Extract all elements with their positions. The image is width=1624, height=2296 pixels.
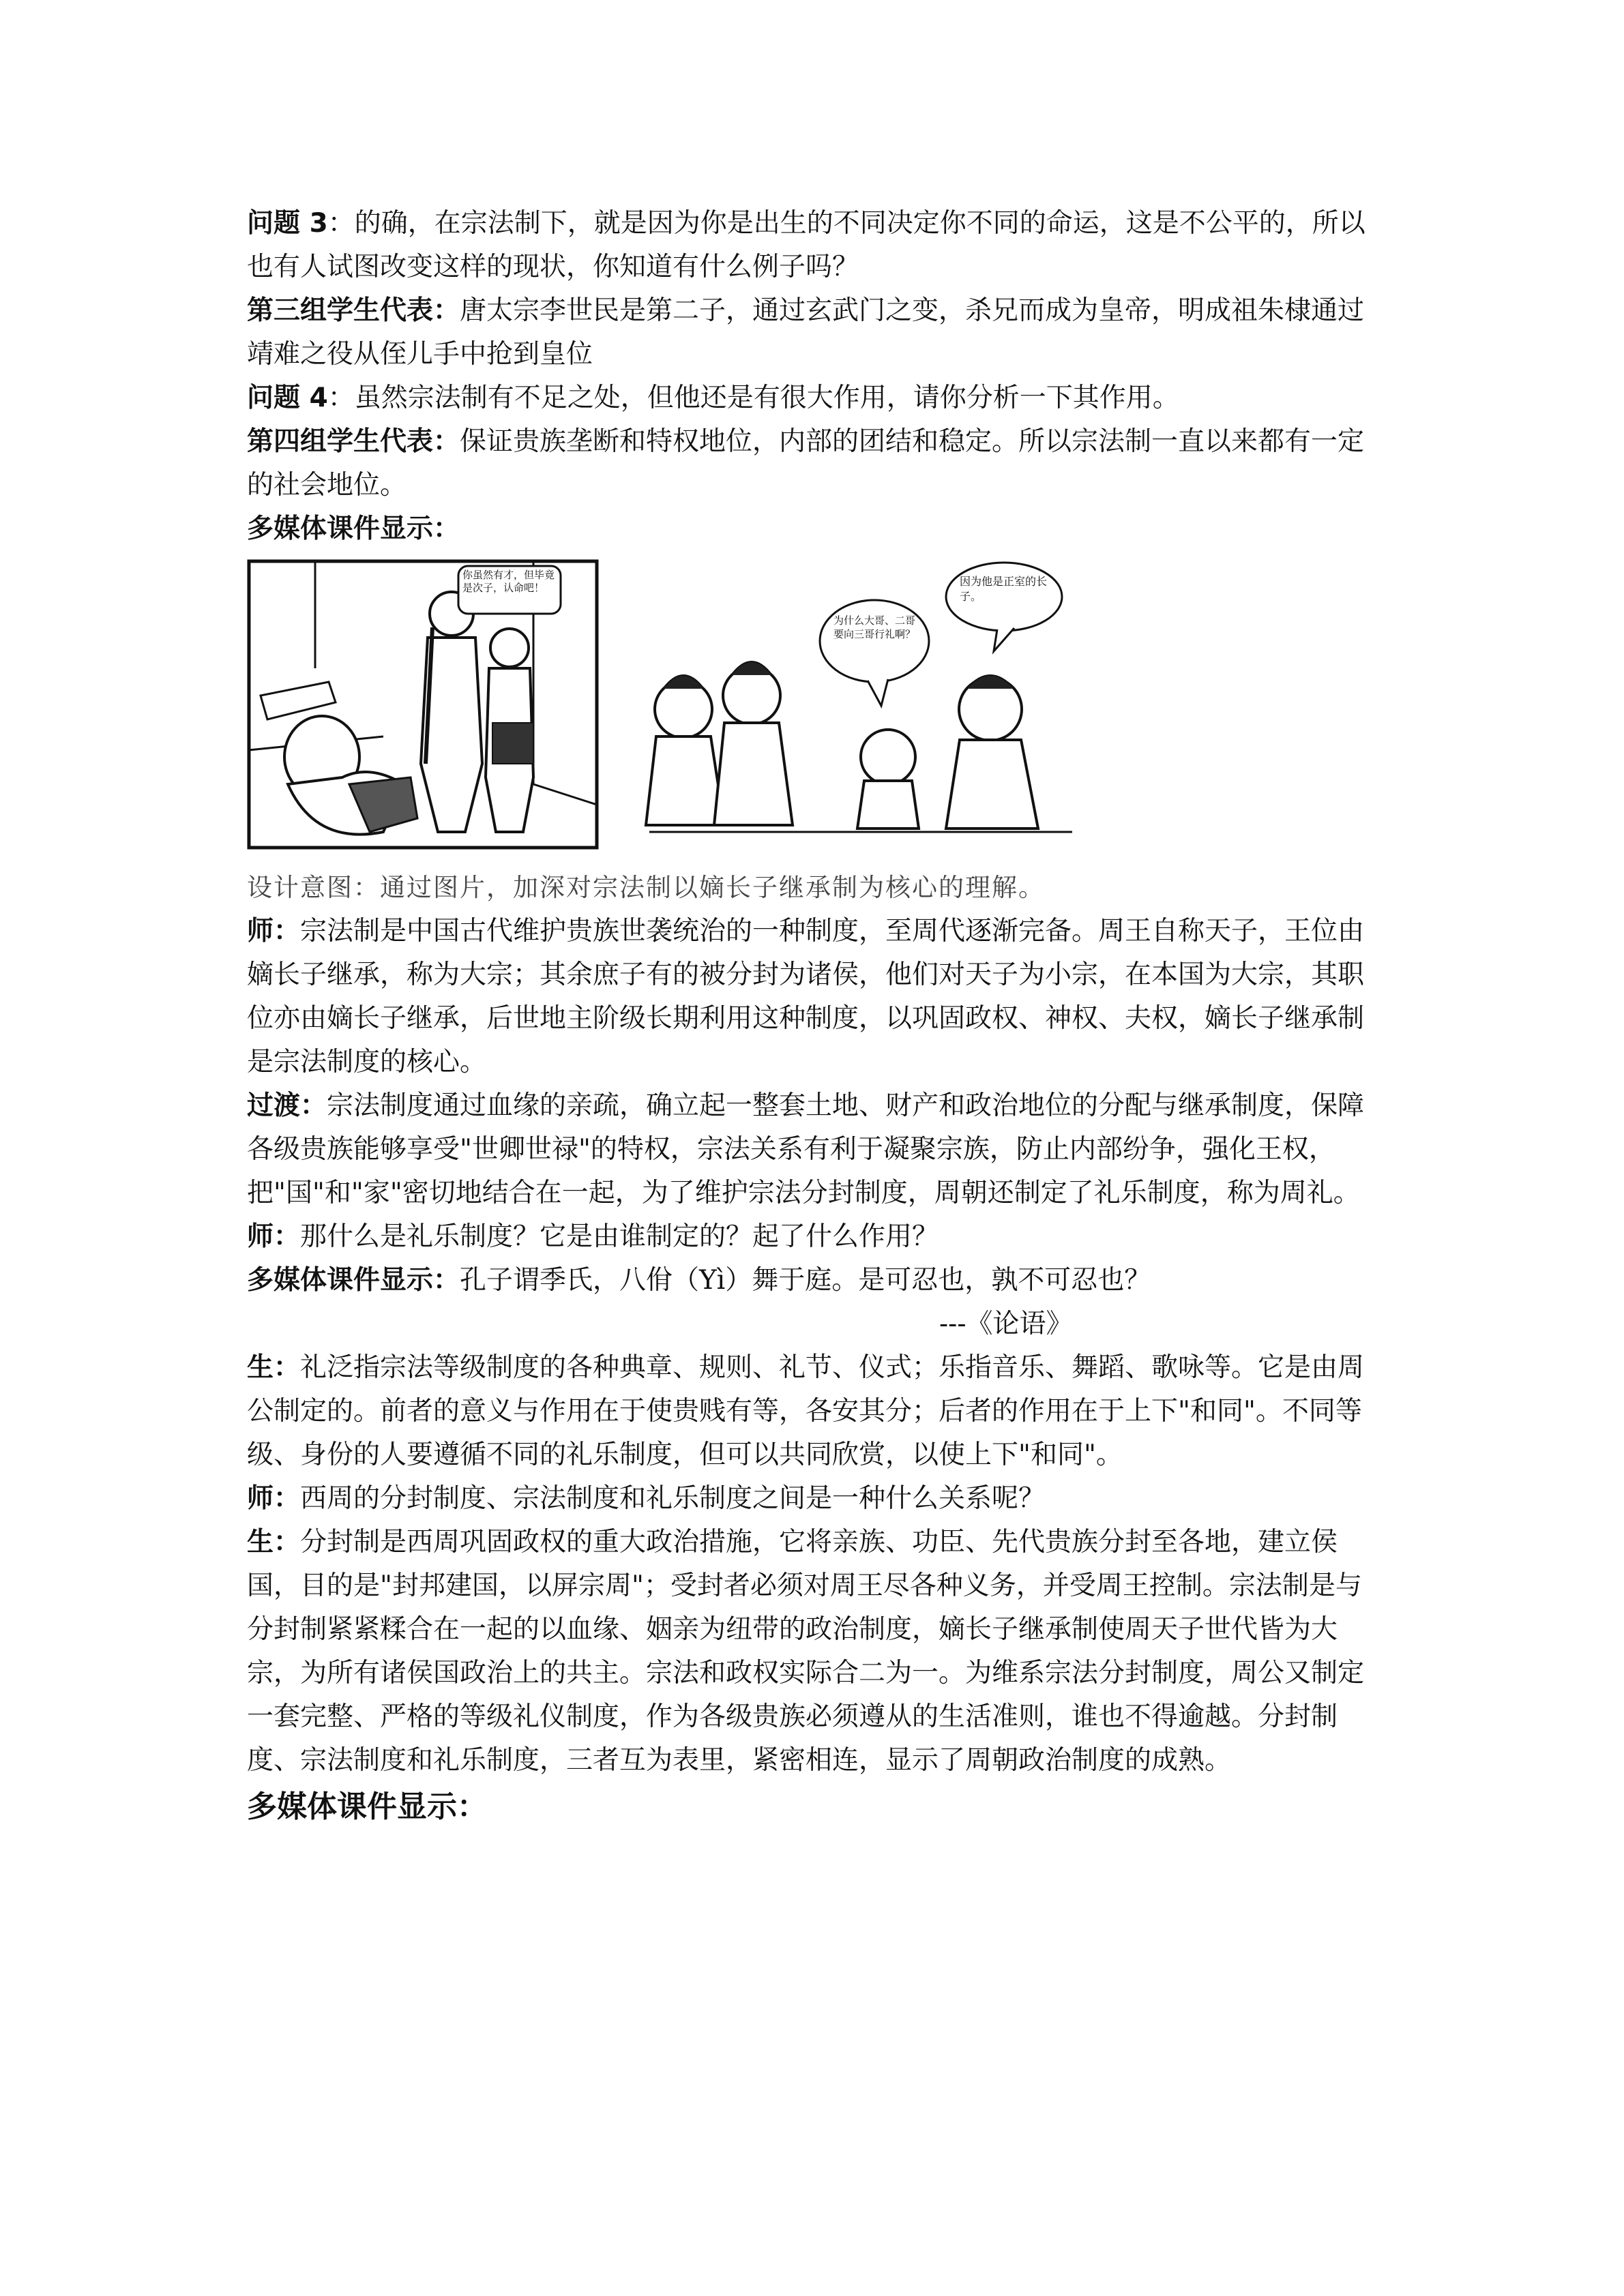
- cartoon-figure: [247, 559, 1386, 850]
- cartoon-bubble-2: 为什么大哥、二哥要向三哥行礼啊？: [833, 614, 915, 640]
- teacher-statement-2-text: 那什么是礼乐制度？它是由谁制定的？起了什么作用？: [300, 1221, 939, 1252]
- question-3-label: 问题 3: [247, 208, 328, 239]
- transition-label: 过渡：: [247, 1090, 327, 1121]
- question-4-text: ：虽然宗法制有不足之处，但他还是有很大作用，请你分析一下其作用。: [327, 383, 1179, 413]
- teacher-statement-1-text: 宗法制是中国古代维护贵族世袭统治的一种制度，至周代逐渐完备。周王自称天子，王位由嫡长子继承，称为大宗；其余庶子有的被分封为诸侯，他们对天子为小宗，在本国为大宗，其职位亦由嫡长子继承，后世地主阶级长期利用这种制度，以巩固政权、神权、夫权，嫡长子继承制是宗法制度的核心。: [247, 916, 1365, 1077]
- student-label: 生：: [247, 1352, 301, 1383]
- question-4-label: 问题 4: [247, 383, 328, 413]
- student-answer-1: [247, 1346, 1386, 1477]
- teacher-label: 师：: [247, 1221, 301, 1252]
- group-4-answer: [247, 420, 1386, 507]
- group-3-answer: [247, 289, 1386, 376]
- question-3: [247, 202, 1386, 289]
- teacher-statement-2: [247, 1215, 1386, 1259]
- quote-citation: ---《论语》: [939, 1309, 1073, 1339]
- multimedia-heading-1: 多媒体课件显示：: [247, 513, 460, 544]
- teacher-statement-3-text: 西周的分封制度、宗法制度和礼乐制度之间是一种什么关系呢？: [300, 1483, 1046, 1514]
- cartoon-bubble-1: 你虽然有才，但毕竟是次子，认命吧！: [462, 569, 555, 594]
- cartoon-panel-right: [646, 563, 1072, 832]
- document-content: [247, 202, 1386, 1832]
- multimedia-quote-text: 孔子谓季氏，八佾（Yì）舞于庭。是可忍也，孰不可忍也？: [460, 1265, 1151, 1296]
- question-3-text: ：的确，在宗法制下，就是因为你是出生的不同决定你不同的命运，这是不公平的，所以也有人试图改变这样的现状，你知道有什么例子吗？: [247, 208, 1365, 282]
- multimedia-label: 多媒体课件显示：: [247, 1265, 460, 1296]
- question-4: [247, 376, 1386, 420]
- group-3-label: 第三组学生代表：: [247, 295, 460, 326]
- cartoon-bubble-3: 因为他是正室的长子。: [960, 575, 1048, 603]
- teacher-label: 师：: [247, 1483, 301, 1514]
- student-answer-2: [247, 1521, 1386, 1783]
- student-answer-2-text: 分封制是西周巩固政权的重大政治措施，它将亲族、功臣、先代贵族分封至各地，建立侯国，目的是"封邦建国，以屏宗周"；受封者必须对周王尽各种义务，并受周王控制。宗法制是与分封制紧紧糅合在一起的以血缘、姻亲为纽带的政治制度，嫡长子继承制使周天子世代皆为大宗，为所有诸侯国政治上的共主。宗法和政权实际合二为一。为维系宗法分封制度，周公又制定一套完整、严格的等级礼仪制度，作为各级贵族必须遵从的生活准则，谁也不得逾越。分封制度、宗法制度和礼乐制度，三者互为表里，紧密相连，显示了周朝政治制度的成熟。: [247, 1527, 1365, 1776]
- cartoon-illustration: [247, 559, 1400, 850]
- group-4-text: 保证贵族垄断和特权地位，内部的团结和稳定。所以宗法制一直以来都有一定的社会地位。: [247, 426, 1365, 501]
- teacher-statement-3: [247, 1477, 1386, 1521]
- student-answer-1-text: 礼泛指宗法等级制度的各种典章、规则、礼节、仪式；乐指音乐、舞蹈、歌咏等。它是由周公制定的。前者的意义与作用在于使贵贱有等，各安其分；后者的作用在于上下"和同"。不同等级、身份的人要遵循不同的礼乐制度，但可以共同欣赏，以使上下"和同"。: [247, 1352, 1365, 1470]
- transition-text: 宗法制度通过血缘的亲疏，确立起一整套土地、财产和政治地位的分配与继承制度，保障各级贵族能够享受"世卿世禄"的特权，宗法关系有利于凝聚宗族，防止内部纷争，强化王权，把"国"和"家"密切地结合在一起，为了维护宗法分封制度，周朝还制定了礼乐制度，称为周礼。: [247, 1090, 1365, 1208]
- transition-paragraph: [247, 1084, 1386, 1215]
- student-label: 生：: [247, 1527, 301, 1557]
- teacher-statement-1: [247, 910, 1386, 1084]
- multimedia-quote: [247, 1259, 1386, 1302]
- design-intent: 设计意图：通过图片，加深对宗法制以嫡长子继承制为核心的理解。: [247, 873, 1045, 902]
- teacher-label: 师：: [247, 916, 301, 946]
- multimedia-heading-3: 多媒体课件显示：: [247, 1789, 487, 1824]
- cartoon-panel-left: [249, 561, 597, 848]
- group-3-text: 唐太宗李世民是第二子，通过玄武门之变，杀兄而成为皇帝，明成祖朱棣通过靖难之役从侄儿手中抢到皇位: [247, 295, 1365, 370]
- group-4-label: 第四组学生代表：: [247, 426, 460, 457]
